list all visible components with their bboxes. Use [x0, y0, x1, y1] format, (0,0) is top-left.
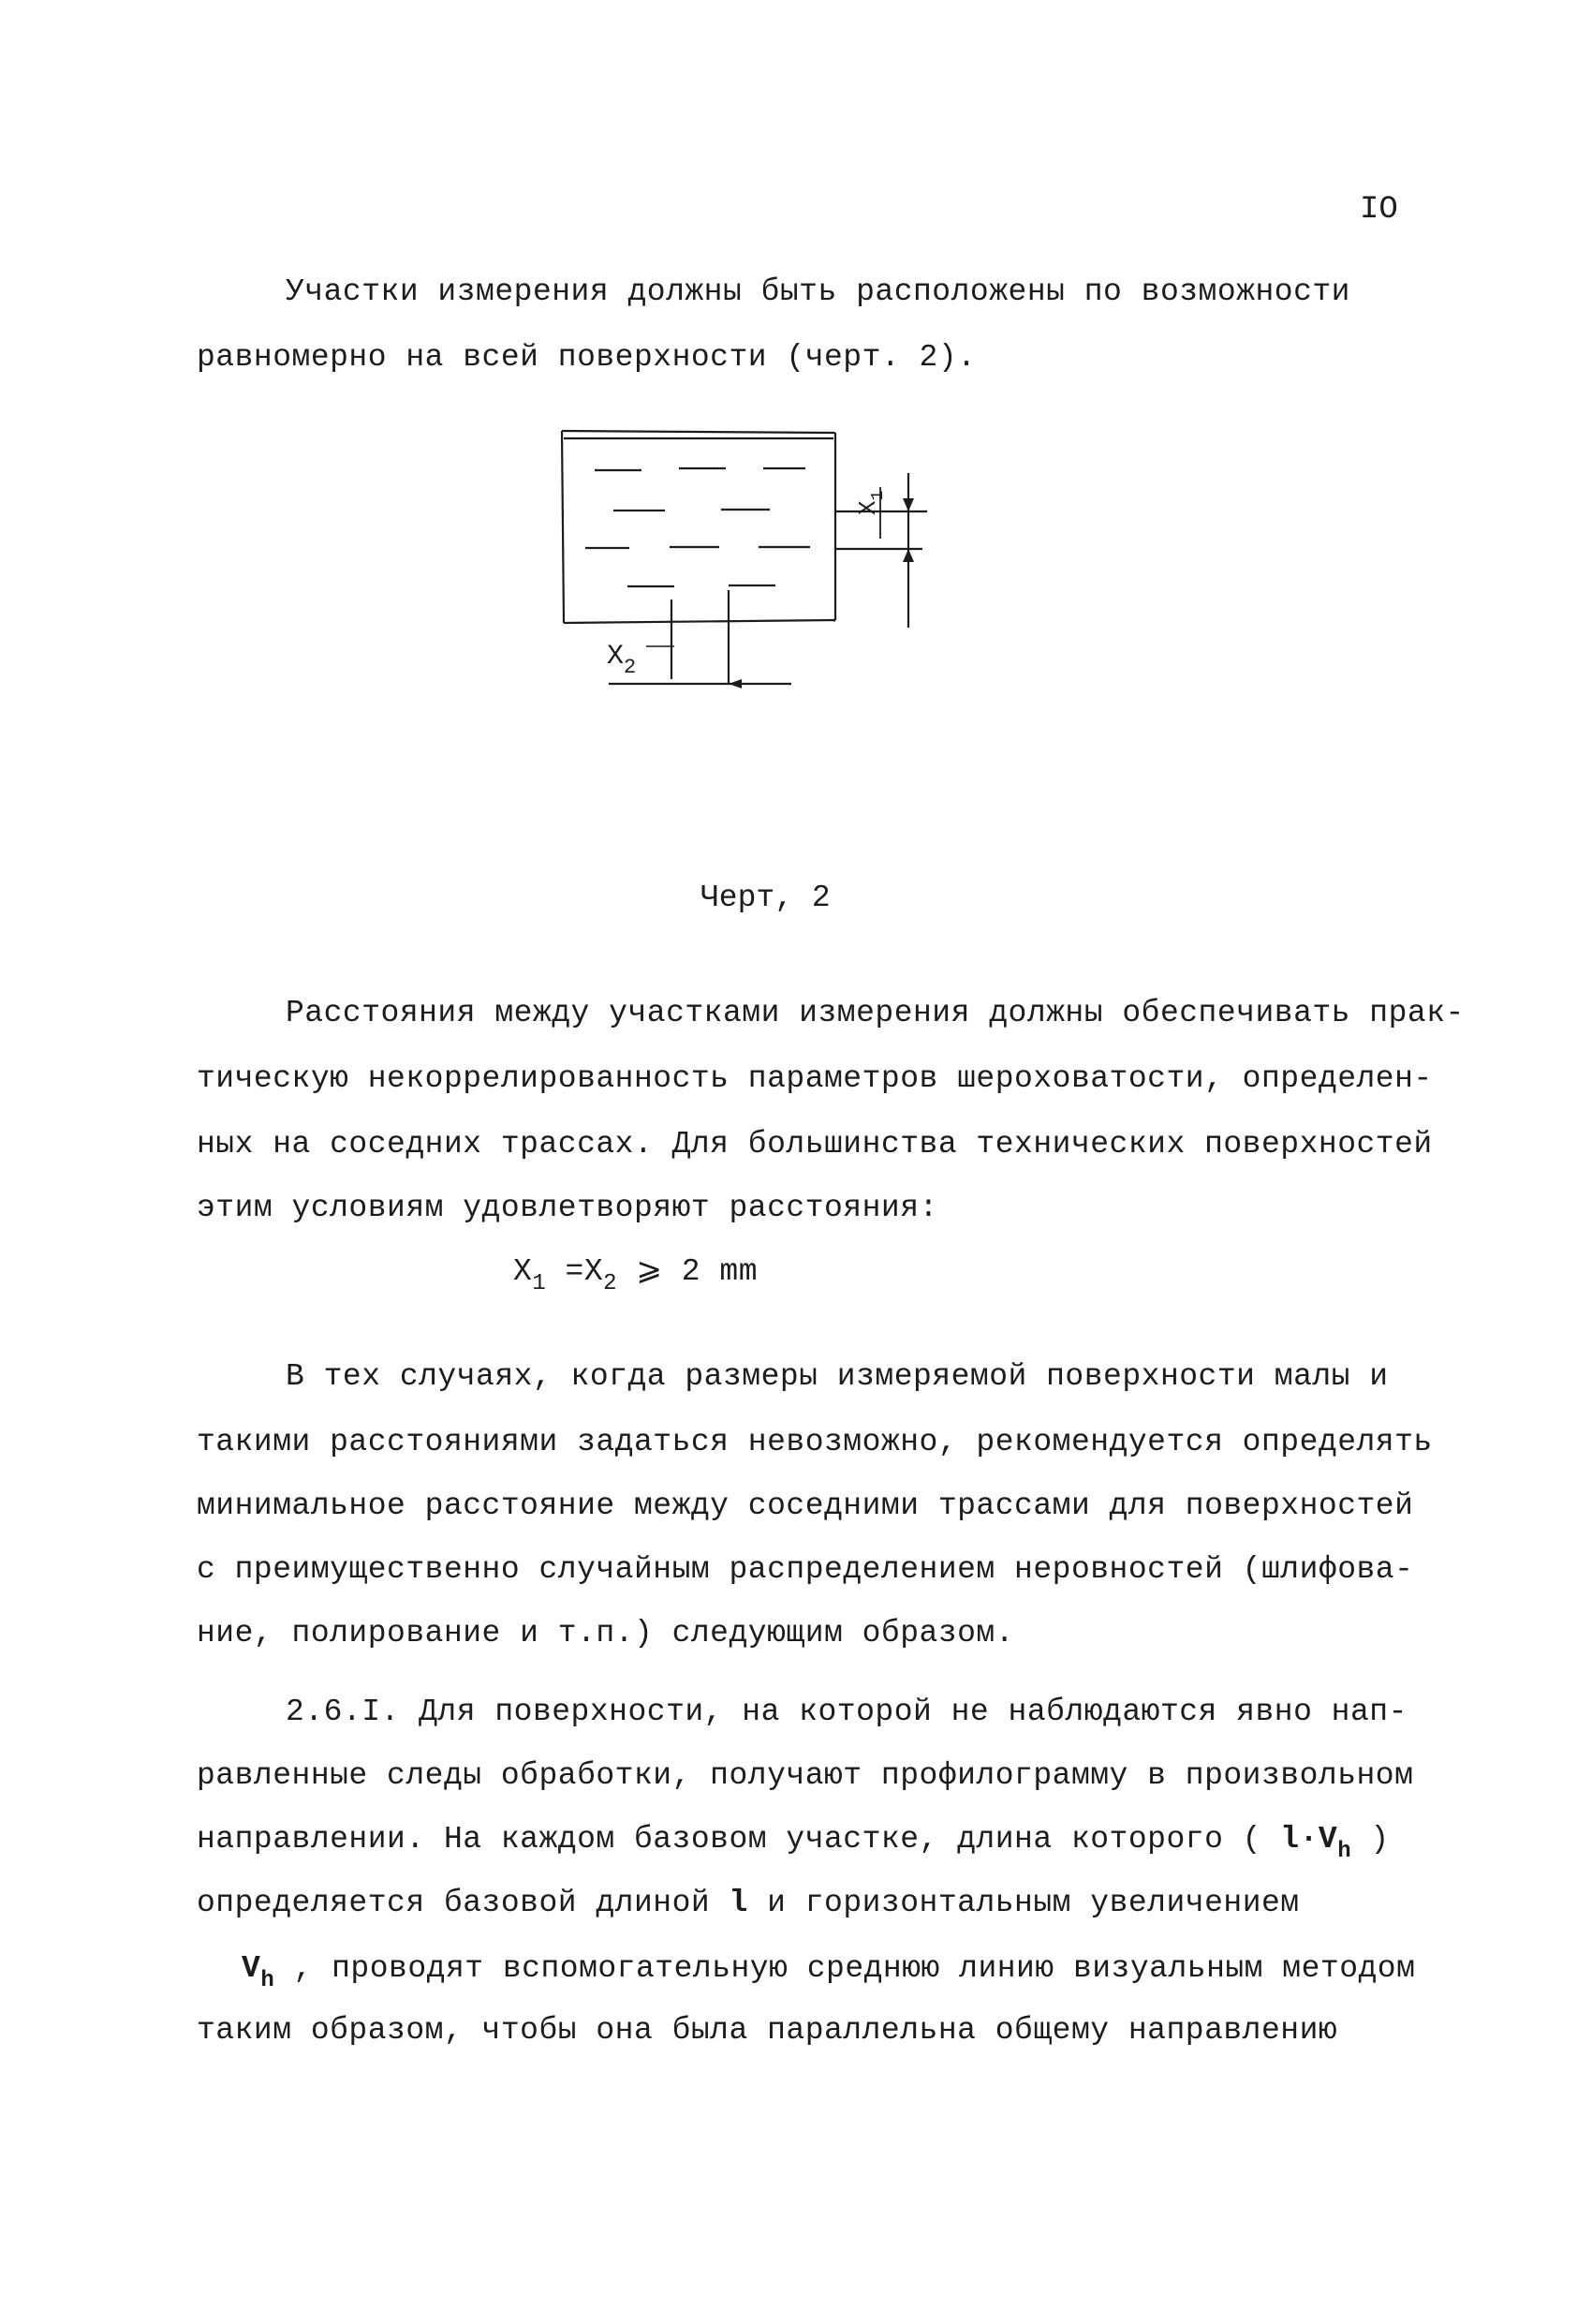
base-ratio-math: l·V	[1280, 1822, 1338, 1857]
formula-x2-sub: 2	[603, 1271, 618, 1296]
magnification-math: V	[242, 1951, 261, 1986]
section-line-2: равленные следы обработки, получают профилограмму в произвольном	[197, 1758, 1414, 1793]
distance-line-3: ных на соседних трассах. Для большинства технических поверхностей	[197, 1127, 1433, 1162]
section-line-3-text: направлении. На каждом базовом участке, длина которого (	[197, 1822, 1281, 1857]
section-line-3	[197, 1821, 1390, 1864]
intro-line-1: Участки измерения должны быть расположены по возможности	[286, 274, 1350, 309]
section-line-5	[242, 1950, 1415, 1991]
section-line-4	[197, 1885, 1300, 1922]
section-line-1: 2.6.I. Для поверхности, на которой не наблюдаются явно нап-	[286, 1695, 1408, 1729]
base-ratio-math-sub: h	[1337, 1839, 1352, 1864]
section-line-6: таким образом, чтобы она была параллельна общему направлению	[197, 2013, 1338, 2048]
label-x2: $X_2$	[607, 641, 637, 679]
cases-line-1: В тех случаях, когда размеры измеряемой поверхности малы и	[286, 1359, 1389, 1394]
dim-x1-arrow-bottom	[903, 549, 914, 562]
distance-formula	[513, 1253, 758, 1294]
figure-drawing	[524, 412, 936, 712]
dim-x1-arrow-top	[903, 498, 914, 511]
surface-bottom-edge	[564, 620, 835, 623]
surface-top-edge	[562, 431, 835, 433]
cases-line-2: такими расстояниями задаться невозможно, рекомендуется определять	[197, 1425, 1433, 1459]
dim-x2-arrow	[729, 679, 742, 688]
cases-line-4: с преимущественно случайным распределением неровностей (шлифова-	[197, 1552, 1414, 1587]
magnification-math-sub: h	[260, 1968, 275, 1993]
label-x1: $X_1$	[854, 490, 888, 515]
distance-line-4: этим условиям удовлетворяют расстояния:	[197, 1191, 938, 1225]
formula-equals: =	[546, 1254, 584, 1289]
formula-x1: X	[513, 1254, 533, 1289]
section-line-3-close: )	[1351, 1822, 1390, 1857]
section-line-4-rest: и горизонтальным увеличением	[747, 1886, 1300, 1920]
base-length-math: l	[729, 1886, 748, 1920]
intro-line-2: равномерно на всей поверхности (черт. 2).	[197, 340, 977, 375]
cases-line-3: минимальное расстояние между соседними трассами для поверхностей	[197, 1488, 1414, 1523]
page-number: IO	[1360, 192, 1398, 228]
section-line-5-rest: , проводят вспомогательную среднюю линию визуальным методом	[274, 1951, 1416, 1986]
surface-left-edge	[562, 431, 564, 623]
formula-relation: ⩾ 2 mm	[617, 1254, 759, 1289]
formula-x2: X	[583, 1254, 604, 1289]
section-line-4-text: определяется базовой длиной	[197, 1886, 730, 1920]
distance-line-2: тическую некоррелированность параметров шероховатости, определен-	[197, 1061, 1433, 1096]
distance-line-1: Расстояния между участками измерения должны обеспечивать прак-	[286, 996, 1465, 1030]
measurement-areas-figure	[524, 412, 936, 712]
formula-x1-sub: 1	[532, 1271, 547, 1296]
figure-caption: Черт, 2	[700, 881, 831, 915]
cases-line-5: ние, полирование и т.п.) следующим образом.	[197, 1616, 1015, 1650]
